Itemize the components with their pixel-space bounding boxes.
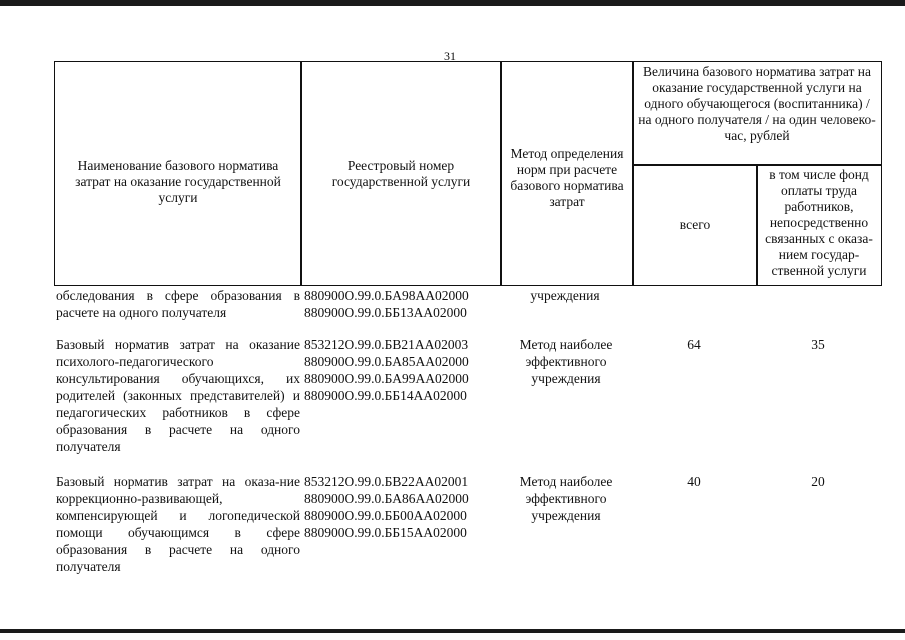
row-name: Базовый норматив затрат на оказа-ние коррекционно-развивающей, компенсирующей и логопедической помощи обучающимся в сфере образования в расчете на одного получателя <box>56 474 300 574</box>
row-name: обследования в сфере образования в расчете на одного получателя <box>56 288 300 320</box>
row-method: Метод наиболее эффективного учреждения <box>519 337 613 386</box>
header-registry-label: Реестровый номер государственной услуги <box>331 158 471 189</box>
row-total: 40 <box>687 474 701 489</box>
registry-code: 880900О.99.0.БА85АА02000 <box>304 354 469 369</box>
header-total-label: всего <box>679 217 711 232</box>
row-fund: 35 <box>811 337 825 352</box>
row-method: Метод наиболее эффективного учреждения <box>519 474 613 523</box>
row-name: Базовый норматив затрат на оказание психолого-педагогического консультирования обучающихся, их родителей (законных представителей) и педагогических работников в сфере образования в расчете на одного получателя <box>56 337 300 454</box>
row-method: учреждения <box>530 288 600 303</box>
row-registry-codes <box>304 287 500 321</box>
registry-code: 880900О.99.0.ББ14АА02000 <box>304 388 467 403</box>
registry-code: 880900О.99.0.БА99АА02000 <box>304 371 469 386</box>
row-registry-codes <box>304 336 500 404</box>
page-number: 31 <box>444 49 456 63</box>
header-fund-label: в том числе фонд оплаты труда работников, непосредственно связанных с оказа-нием государ-ственной услуги <box>765 167 873 278</box>
header-method-label: Метод определения норм при расчете базового норматива затрат <box>510 146 624 209</box>
registry-code: 853212О.99.0.БВ22АА02001 <box>304 474 469 489</box>
header-value-group-label: Величина базового норматива затрат на оказание государственной услуги на одного обучающегося (воспитанника) / на одного получателя / на один человеко-час, рублей <box>638 64 876 143</box>
scan-top-border <box>0 0 905 6</box>
row-registry-codes <box>304 473 500 541</box>
registry-code: 853212О.99.0.БВ21АА02003 <box>304 337 469 352</box>
header-name-label: Наименование базового норматива затрат на оказание государственной услуги <box>75 158 281 205</box>
registry-code: 880900О.99.0.БА98АА02000 <box>304 288 469 303</box>
row-fund: 20 <box>811 474 825 489</box>
registry-code: 880900О.99.0.ББ15АА02000 <box>304 525 467 540</box>
registry-code: 880900О.99.0.БА86АА02000 <box>304 491 469 506</box>
registry-code: 880900О.99.0.ББ13АА02000 <box>304 305 467 320</box>
registry-code: 880900О.99.0.ББ00АА02000 <box>304 508 467 523</box>
row-total: 64 <box>687 337 701 352</box>
scan-bottom-border <box>0 629 905 633</box>
